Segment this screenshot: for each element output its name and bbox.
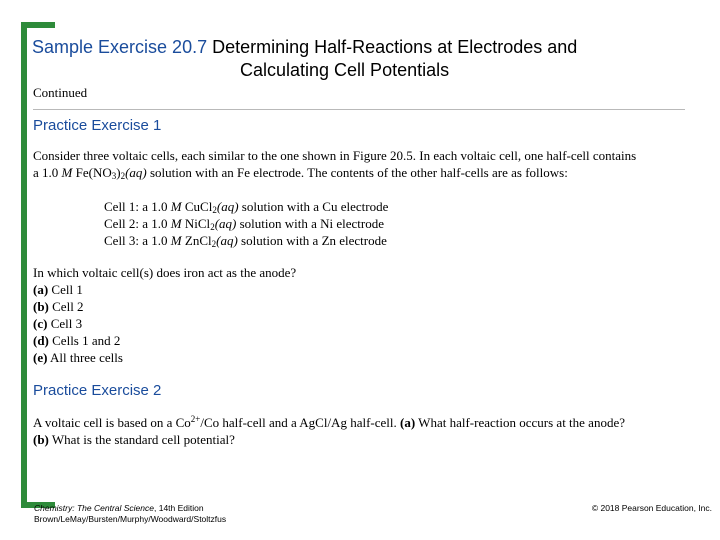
practice-exercise-1-heading: Practice Exercise 1 — [33, 117, 162, 134]
option-d: (d) Cells 1 and 2 — [33, 333, 121, 348]
pe2-text — [33, 414, 693, 448]
footer-copyright: © 2018 Pearson Education, Inc. — [591, 503, 712, 513]
option-a: (a) Cell 1 — [33, 282, 83, 297]
pe2-line-1: A voltaic cell is based on a $Co^{2+}/Co$ half-cell and a AgCl/Ag half-cell. (a) What half-reaction occurs at the anode? — [33, 414, 625, 430]
footer-authors: Brown/LeMay/Bursten/Murphy/Woodward/Stoltzfus — [34, 514, 227, 524]
cell-3-line: Cell 3: a 1.0 M ZnCl$_2$(aq) solution with a Zn electrode — [104, 233, 387, 249]
pe1-intro — [33, 147, 693, 181]
cell-2-line: Cell 2: a 1.0 M NiCl$_2$(aq) solution with a Ni electrode — [104, 216, 385, 232]
pe1-question: In which voltaic cell(s) does iron act as the anode? — [33, 265, 297, 280]
title-line-2: Calculating Cell Potentials — [240, 60, 450, 80]
option-e: (e) All three cells — [33, 350, 123, 365]
pe1-question-block — [33, 264, 693, 366]
option-b: (b) Cell 2 — [33, 299, 84, 314]
sample-exercise-label: Sample Exercise 20.7 — [32, 37, 208, 57]
cell-list — [104, 198, 388, 249]
pe2-line-2: (b) What is the standard cell potential? — [33, 432, 235, 447]
option-c: (c) Cell 3 — [33, 316, 83, 331]
pe1-intro-line-2: a 1.0 M $Fe(NO_3)_2(aq)$ solution with an Fe electrode. The contents of the other half-cells are as follows: — [33, 165, 568, 181]
footer-book-line: Chemistry: The Central Science, 14th Edition — [34, 503, 204, 513]
footer-citation — [34, 503, 226, 525]
continued-label: Continued — [33, 85, 88, 100]
title-line-1: Determining Half-Reactions at Electrodes and — [212, 37, 578, 57]
practice-exercise-2-heading: Practice Exercise 2 — [33, 382, 162, 399]
pe1-intro-line-1: Consider three voltaic cells, each similar to the one shown in Figure 20.5. In each voltaic cell, one half-cell contains — [33, 148, 637, 163]
slide-title — [32, 36, 702, 82]
cell-1-line: Cell 1: a 1.0 M CuCl$_2$(aq) solution with a Cu electrode — [104, 199, 389, 215]
divider-line — [33, 109, 685, 110]
